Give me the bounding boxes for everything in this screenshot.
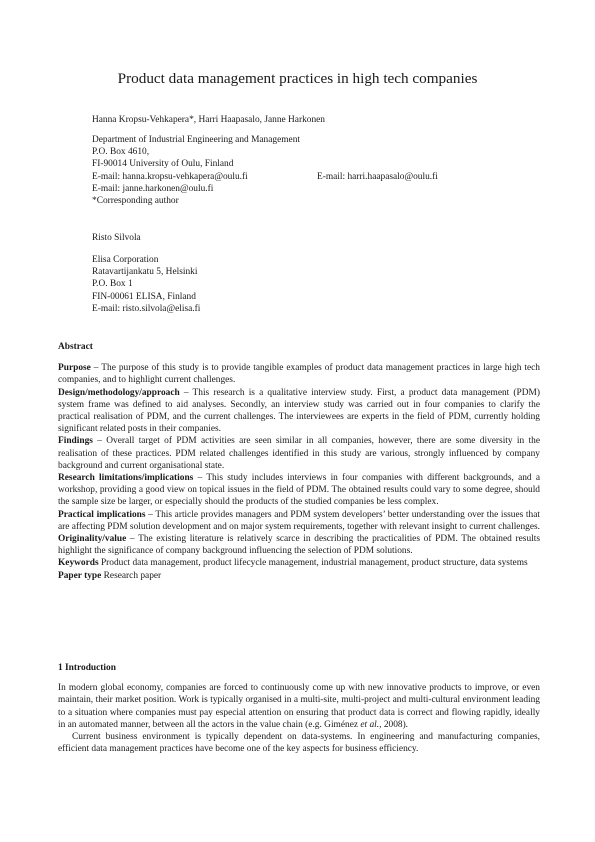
abstract-keywords: [58, 557, 540, 569]
design-text: – This research is a qualitative interview study. First, a product data management (PDM) system frame was defined to aid analyses. Secondly, an interview study was carried out in four companies to clarify the practical realisation of PDM, and the current challenges. The interviewees are experts in the field of PDM, currently holding significant related posts in their companies.: [58, 387, 540, 435]
affiliation-city-2: FIN-00061 ELISA, Finland: [92, 291, 196, 302]
paper-type-text: Research paper: [101, 570, 162, 581]
limitations-label: Research limitations/implications: [58, 473, 194, 484]
affiliation-city: FI-90014 University of Oulu, Finland: [92, 159, 234, 170]
email-harri: E-mail: harri.haapasalo@oulu.fi: [317, 171, 438, 182]
affiliation-org: Elisa Corporation: [92, 255, 159, 265]
intro-p1-end: , 2008).: [379, 719, 409, 730]
design-label: Design/methodology/approach: [58, 387, 180, 398]
findings-label: Findings: [58, 436, 93, 447]
originality-text: – The existing literature is relatively scarce in describing the practicalities of PDM. The obtained results highlight the significance of company background influencing the selection of PDM solutions.: [58, 534, 540, 557]
originality-label: Originality/value: [58, 534, 127, 545]
introduction-section: [58, 662, 540, 755]
affiliation-street: Ratavartijankatu 5, Helsinki: [92, 267, 198, 278]
author-list-1: [92, 114, 325, 126]
email-risto: E-mail: risto.silvola@elisa.fi: [92, 303, 201, 314]
intro-paragraph-2: Current business environment is typically dependent on data-systems. In engineering and manufacturing companies, efficient data management practices have become one of the key aspects for business efficiency.: [58, 732, 540, 755]
email-janne: E-mail: janne.harkonen@oulu.fi: [92, 183, 214, 194]
practical-text: – This article provides managers and PDM system developers’ better understanding over the issues that are affecting PDM solution development and on major system requirements, together with relevant insight to current challenges.: [58, 509, 540, 532]
practical-label: Practical implications: [58, 509, 146, 520]
abstract-paper-type: [58, 570, 540, 582]
intro-p1-text: In modern global economy, companies are forced to continuously come up with new innovative products to improve, or even maintain, their market position. Work is typically organised in a multi-site, multi-project and multi-cultural environment leading to a situation where companies must pay especial attention on ensuring that product data is correct and flowing rapidly, ideally in an automated manner, between all the actors in the value chain (e.g. Giménez: [58, 683, 540, 730]
abstract-section: [58, 341, 540, 582]
authors-line-2: Risto Silvola: [92, 233, 141, 243]
abstract-practical: [58, 509, 540, 533]
affiliation-po-box: P.O. Box 4610,: [92, 147, 150, 158]
abstract-heading: Abstract: [58, 342, 93, 352]
affiliation-block-2: [92, 254, 200, 315]
abstract-purpose: [58, 362, 540, 386]
abstract-findings: [58, 435, 540, 472]
intro-heading: 1 Introduction: [58, 663, 116, 673]
abstract-limitations: [58, 472, 540, 509]
abstract-originality: [58, 533, 540, 557]
purpose-label: Purpose: [58, 363, 91, 374]
affiliation-po-box-2: P.O. Box 1: [92, 279, 133, 290]
affiliation-dept: Department of Industrial Engineering and Management: [92, 135, 301, 145]
findings-text: – Overall target of PDM activities are seen similar in all companies, however, there are some diversity in the realisation of these practices. PDM related challenges identified in this study are various, strongly influenced by company background and current organisational state.: [58, 436, 540, 471]
affiliation-block-1: [92, 134, 438, 207]
corresponding-note: *Corresponding author: [92, 196, 179, 207]
keywords-label: Keywords: [58, 558, 99, 569]
limitations-text: – This study includes interviews in four companies with different backgrounds, and a workshop, providing a good view on topical issues in the field of PDM. The obtained results could vary to some degree, should the sample size be larger, or especially should the products of the studied companies be less complex.: [58, 473, 541, 508]
author-list-2: [92, 232, 141, 244]
authors-line: Hanna Kropsu-Vehkapera*, Harri Haapasalo, Janne Harkonen: [92, 115, 325, 125]
email-hanna: E-mail: hanna.kropsu-vehkapera@oulu.fi: [92, 171, 248, 182]
paper-type-label: Paper type: [58, 570, 102, 581]
email-row: [92, 171, 438, 183]
intro-paragraph-1: [58, 682, 540, 731]
keywords-text: Product data management, product lifecycle management, industrial management, product structure, data systems: [98, 558, 528, 569]
purpose-text: – The purpose of this study is to provide tangible examples of product data management practices in large high tech companies, and to highlight current challenges.: [58, 363, 540, 386]
abstract-design: [58, 387, 540, 436]
intro-p1-etal: et al.: [360, 719, 380, 730]
paper-title: Product data management practices in high tech companies: [117, 70, 478, 87]
